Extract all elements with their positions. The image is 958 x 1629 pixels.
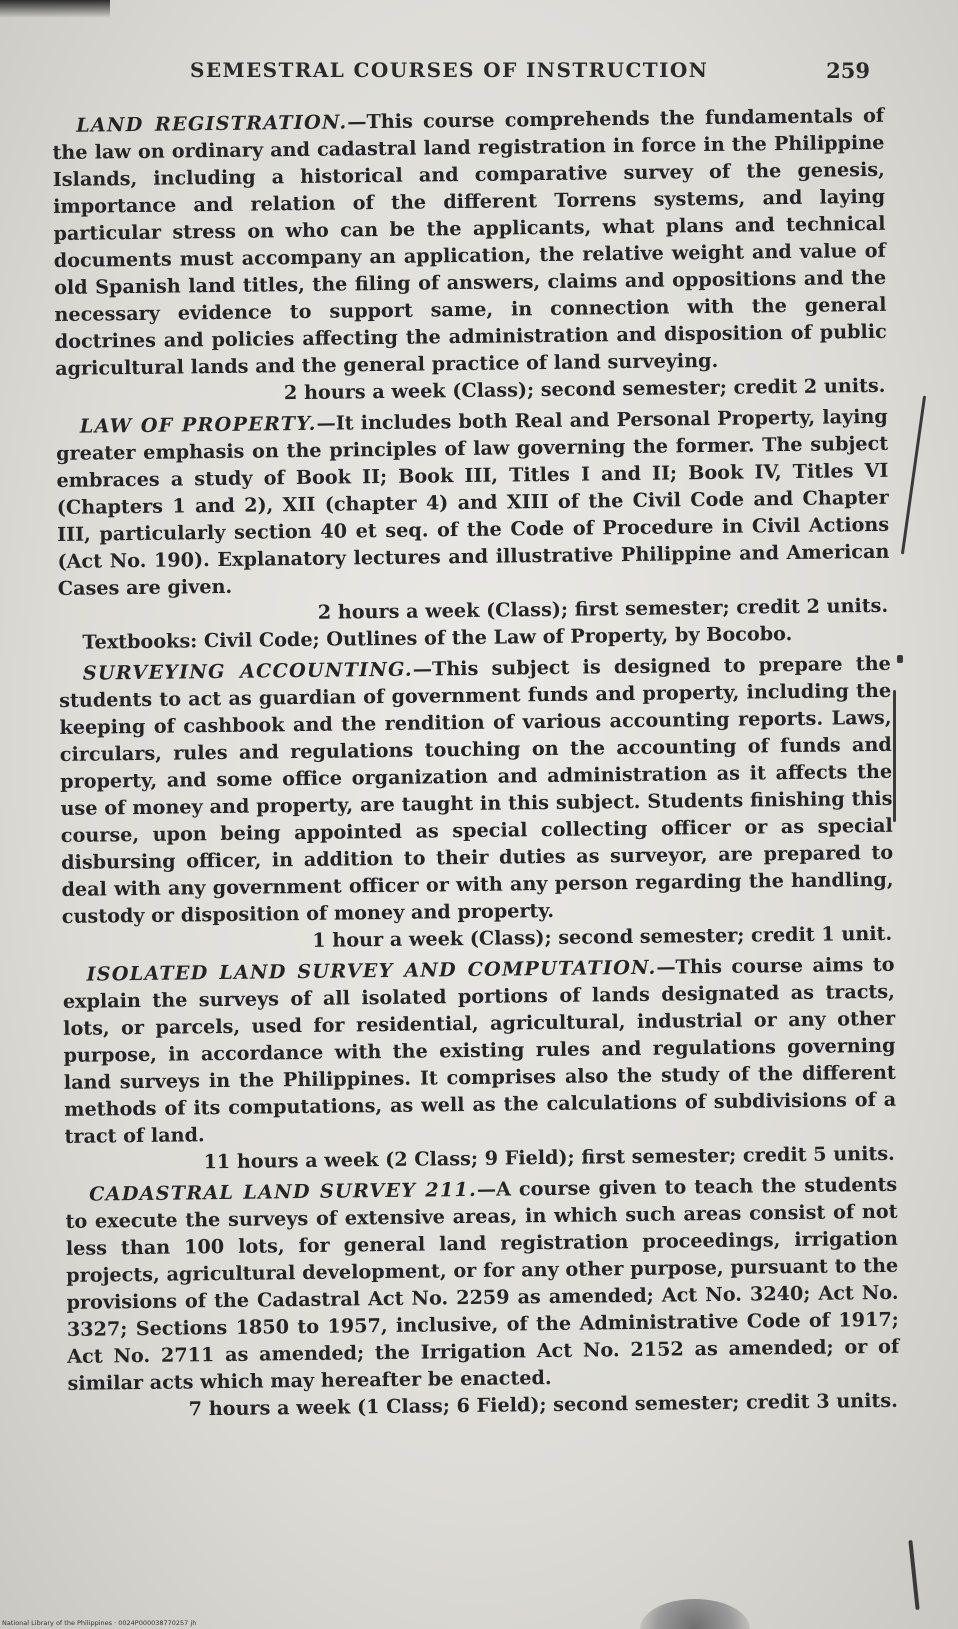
- library-stamp: National Library of the Philippines · 0024P000038770257 jh: [2, 1619, 197, 1627]
- margin-bracket-mark: [893, 690, 896, 822]
- course-paragraph: [56, 403, 890, 602]
- course-title: CADASTRAL LAND SURVEY 211.: [89, 1177, 478, 1206]
- margin-pencil-mark: [901, 396, 926, 555]
- course-title: SURVEYING ACCOUNTING.: [82, 657, 413, 685]
- course-paragraph: [65, 1171, 900, 1397]
- scanner-thumb-shadow: [640, 1599, 750, 1629]
- course-description: —This subject is designed to prepare the students to act as guardian of government funds and property, including the keeping of cashbook and the rendition of various accounting reports. Laws, circulars, rules and regulations touching on the accounting of funds and property, and some office organization and administration as it affects the use of money and property, are taught in this subject. Students finishing this course, upon being appointed as special collecting officer or as special disbursing officer, in addition to their duties as surveyor, are prepared to deal with any government officer or with any person regarding the handling, custody or disposition of money and property.: [59, 651, 894, 928]
- course-description: —This course aims to explain the surveys of all isolated portions of lands designated as tracts, lots, or parcels, used for residential, agricultural, industrial or any other purpose, in accordance with the existing rules and regulations governing land surveys in the Philippines. It comprises also the study of the different methods of its computations, as well as the calculations of subdivisions of a tract of land.: [62, 952, 897, 1148]
- course-description: —It includes both Real and Personal Property, laying greater emphasis on the principles of law governing the former. The subject embraces a study of Book II; Book III, Titles I and II; Book IV, Titles VI (Chapters 1 and 2), XII (chapter 4) and XIII of the Civil Code and Chapter III, particularly section 40 et seq. of the Code of Procedure in Civil Actions (Act No. 190). Explanatory lectures and illustrative Philippine and American Cases are given.: [56, 404, 890, 600]
- margin-ink-mark: [908, 1540, 919, 1610]
- course-schedule: 7 hours a week (1 Class; 6 Field); second semester; credit 3 units.: [188, 1388, 898, 1421]
- page-number: 259: [826, 58, 870, 83]
- course-description: —A course given to teach the students to execute the surveys of extensive areas, in which such areas consist of not less than 100 lots, for general land registration proceedings, irrigation projects, agricultural development, or for any other purpose, pursuant to the provisions of the Cadastral Act No. 2259 as amended; Act No. 3240; Act No. 3327; Sections 1850 to 1957, inclusive, of the Administrative Code of 1917; Act No. 2711 as amended; the Irrigation Act No. 2152 as amended; or of similar acts which may hereafter be enacted.: [65, 1172, 900, 1395]
- course-description: —This course comprehends the fundamentals of the law on ordinary and cadastral land registration in force in the Philippine Islands, including a historical and comparative survey of the genesis, importance and relation of the different Torrens systems, and laying particular stress on who can be the applicants, what plans and technical documents must accompany an application, the relative weight and value of old Spanish land titles, the filing of answers, claims and oppositions and the necessary evidence to support same, in connection with the general doctrines and policies affecting the administration and disposition of public agricultural lands and the general practice of land surveying.: [52, 103, 887, 380]
- course-entry-land-registration: [52, 102, 888, 409]
- margin-dot-mark: [897, 655, 903, 663]
- course-title: LAND REGISTRATION.: [76, 110, 348, 137]
- course-title: LAW OF PROPERTY.: [79, 411, 317, 438]
- course-schedule: 2 hours a week (Class); second semester; credit 2 units.: [283, 373, 886, 405]
- course-entry-cadastral-land-survey: [65, 1171, 900, 1424]
- course-entry-law-of-property: [56, 403, 891, 656]
- course-textbooks: Textbooks: Civil Code; Outlines of the Law of Property, by Bocobo.: [82, 621, 793, 654]
- course-entry-surveying-accounting: [59, 650, 895, 957]
- course-schedule: 1 hour a week (Class); second semester; credit 1 unit.: [312, 921, 893, 952]
- course-paragraph: [59, 650, 894, 930]
- course-schedule: 2 hours a week (Class); first semester; credit 2 units.: [317, 593, 889, 624]
- page-body: [52, 102, 900, 1428]
- page-header: [190, 58, 870, 92]
- course-title: ISOLATED LAND SURVEY AND COMPUTATION.: [86, 955, 657, 986]
- course-paragraph: [62, 951, 896, 1150]
- course-entry-isolated-land-survey: [62, 951, 897, 1177]
- running-title: SEMESTRAL COURSES OF INSTRUCTION: [190, 58, 709, 82]
- course-schedule: 11 hours a week (2 Class; 9 Field); first semester; credit 5 units.: [203, 1141, 895, 1174]
- course-paragraph: [52, 102, 887, 382]
